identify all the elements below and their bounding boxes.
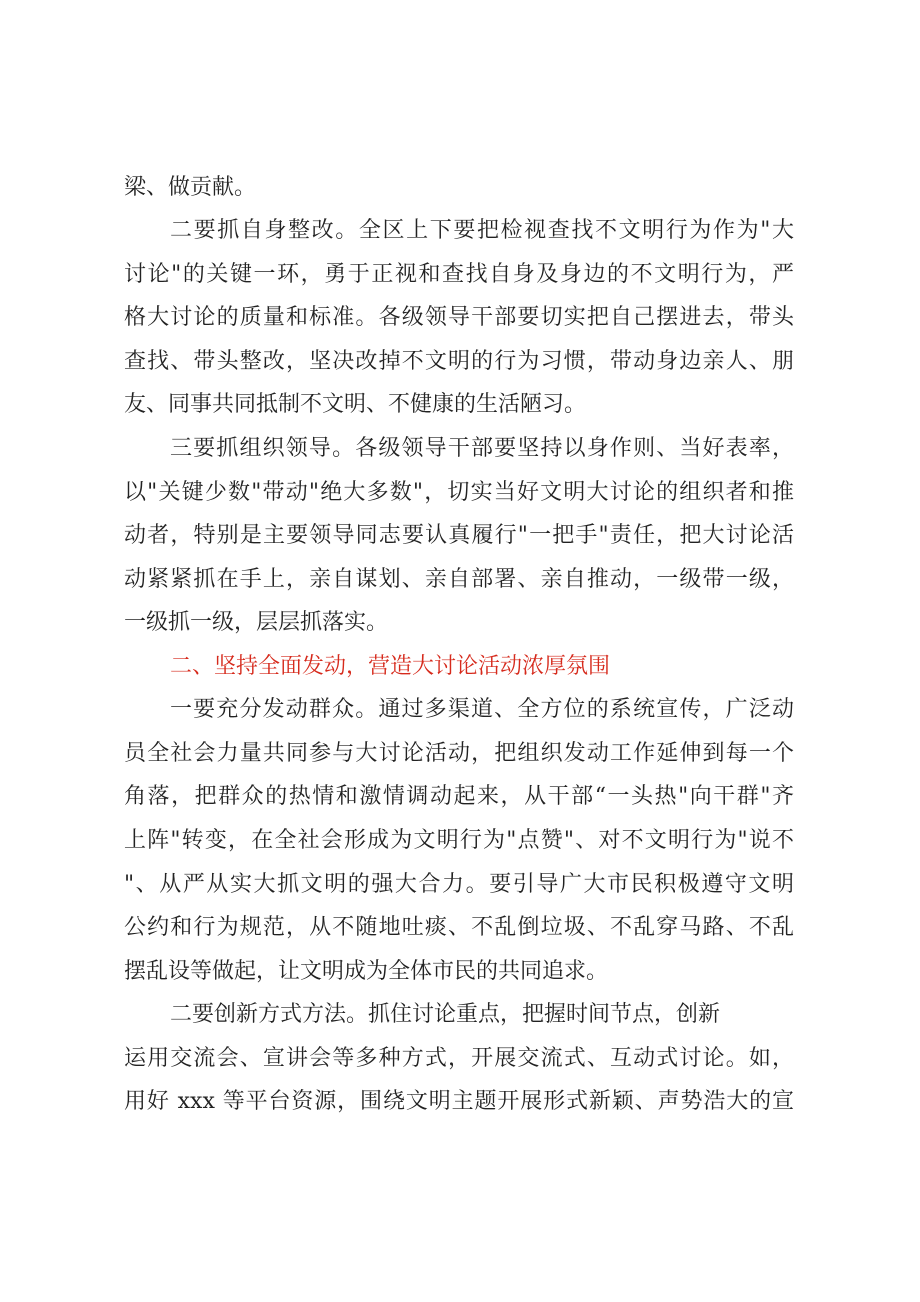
paragraph-line: 查找、带头整改，坚决改掉不文明的行为习惯，带动身边亲人、朋 xyxy=(124,349,794,374)
paragraph-line: 以"关键少数"带动"绝大多数"，切实当好文明大讨论的组织者和推 xyxy=(124,480,794,505)
paragraph-line: 梁、做贡献。 xyxy=(124,175,257,200)
paragraph-line: 公约和行为规范，从不随地吐痰、不乱倒垃圾、不乱穿马路、不乱 xyxy=(124,915,794,940)
section-heading: 二、坚持全面发动，营造大讨论活动浓厚氛围 xyxy=(170,654,611,679)
paragraph-line: 运用交流会、宣讲会等多种方式，开展交流式、互动式讨论。如， xyxy=(124,1046,794,1071)
paragraph-line: 员全社会力量共同参与大讨论活动，把组织发动工作延伸到每一个 xyxy=(124,741,794,766)
paragraph-line: 讨论"的关键一环，勇于正视和查找自身及身边的不文明行为，严 xyxy=(124,262,794,287)
paragraph-line: 动紧紧抓在手上，亲自谋划、亲自部署、亲自推动，一级带一级， xyxy=(124,567,794,592)
paragraph-line: 格大讨论的质量和标准。各级领导干部要切实把自己摆进去，带头 xyxy=(124,305,794,330)
paragraph-line: 二要创新方式方法。抓住讨论重点，把握时间节点，创新 xyxy=(170,1002,721,1027)
paragraph-line: 三要抓组织领导。各级领导干部要坚持以身作则、当好表率， xyxy=(170,436,794,461)
paragraph-line: 用好 xxx 等平台资源，围绕文明主题开展形式新颖、声势浩大的宣 xyxy=(124,1089,794,1114)
paragraph-line: 二要抓自身整改。全区上下要把检视查找不文明行为作为"大 xyxy=(170,218,794,243)
paragraph-line: 动者，特别是主要领导同志要认真履行"一把手"责任，把大讨论活 xyxy=(124,523,794,548)
paragraph-line: 上阵"转变，在全社会形成为文明行为"点赞"、对不文明行为"说不 xyxy=(124,828,794,853)
paragraph-line: 摆乱设等做起，让文明成为全体市民的共同追求。 xyxy=(124,959,609,984)
paragraph-line: 一要充分发动群众。通过多渠道、全方位的系统宣传，广泛动 xyxy=(170,697,794,722)
paragraph-line: 一级抓一级，层层抓落实。 xyxy=(124,610,389,635)
paragraph-line: 角落，把群众的热情和激情调动起来，从干部“一头热"向干群"齐 xyxy=(124,784,794,809)
paragraph-line: 友、同事共同抵制不文明、不健康的生活陋习。 xyxy=(124,392,587,417)
paragraph-line: "、从严从实大抓文明的强大合力。要引导广大市民积极遵守文明 xyxy=(124,872,794,897)
